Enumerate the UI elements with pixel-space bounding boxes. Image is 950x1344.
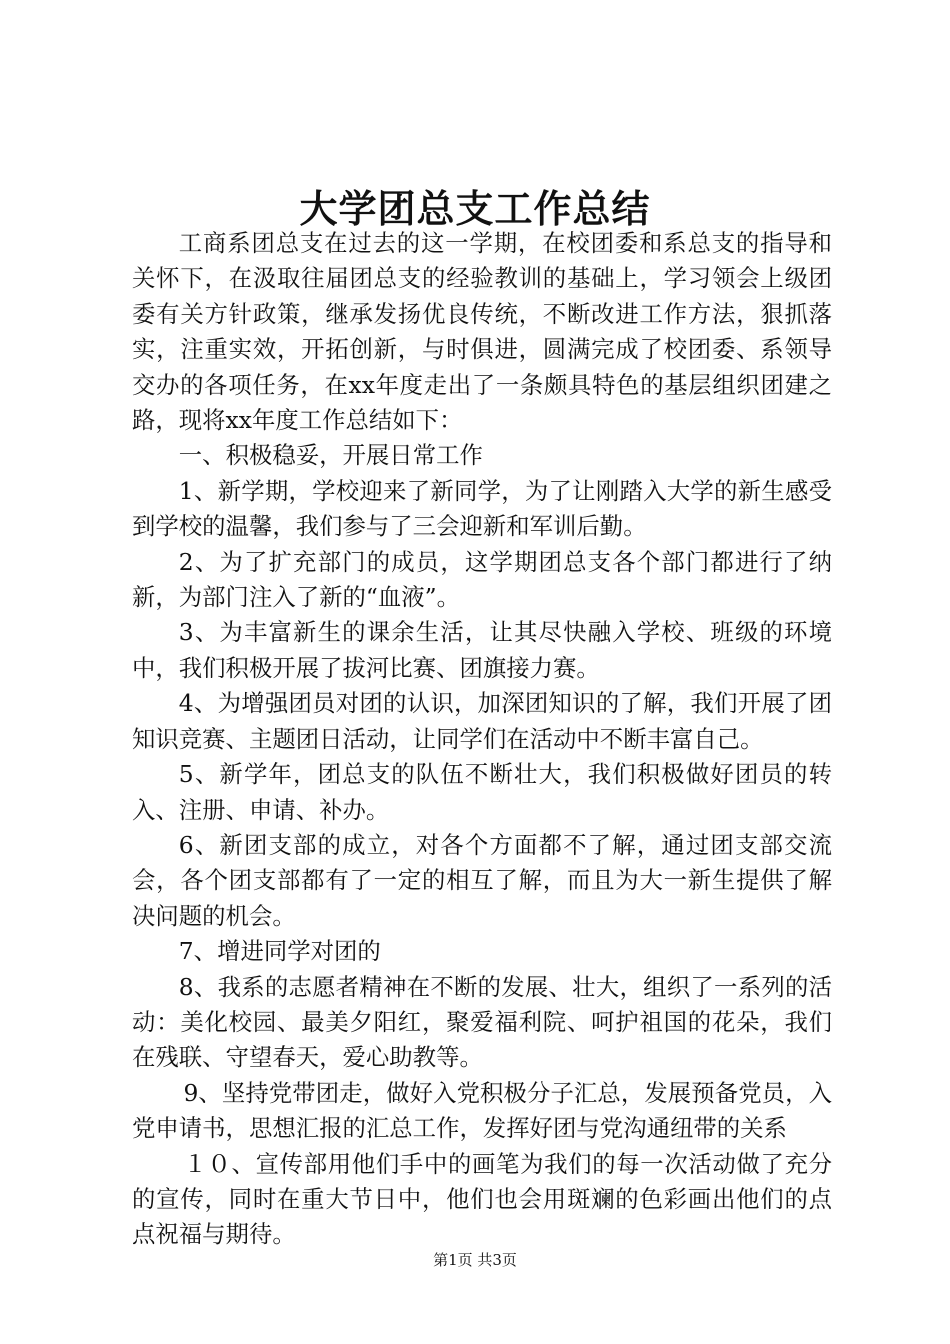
list-item: １０、宣传部用他们手中的画笔为我们的每一次活动做了充分的宣传，同时在重大节日中，他们也会用斑斓的色彩画出他们的点点祝福与期待。: [132, 1149, 832, 1249]
list-item: 5、新学年，团总支的队伍不断壮大，我们积极做好团员的转入、注册、申请、补办。: [132, 760, 832, 824]
document-body: [132, 226, 832, 1253]
list-item: 4、为增强团员对团的认识，加深团知识的了解，我们开展了团知识竞赛、主题团日活动，让同学们在活动中不断丰富自己。: [132, 689, 832, 753]
list-item: 2、为了扩充部门的成员，这学期团总支各个部门都进行了纳新，为部门注入了新的“血液”。: [132, 547, 832, 612]
list-item: 3、为丰富新生的课余生活，让其尽快融入学校、班级的环境中，我们积极开展了拔河比赛、团旗接力赛。: [132, 618, 832, 682]
list-item: 6、新团支部的成立，对各个方面都不了解，通过团支部交流会，各个团支部都有了一定的相互了解，而且为大一新生提供了解决问题的机会。: [132, 830, 832, 930]
section-heading: 一、积极稳妥，开展日常工作: [178, 441, 483, 470]
list-item: 7、增进同学对团的: [178, 937, 381, 966]
intro-paragraph: 工商系团总支在过去的这一学期，在校团委和系总支的指导和关怀下，在汲取往届团总支的经验教训的基础上，学习领会上级团委有关方针政策，继承发扬优良传统，不断改进工作方法，狠抓落实，注重实效，开拓创新，与时俱进，圆满完成了校团委、系领导交办的各项任务，在xx年度走出了一条颇具特色的基层组织团建之路，现将xx年度工作总结如下：: [132, 229, 832, 435]
page-footer: 第1页 共3页: [433, 1251, 517, 1269]
document-title: 大学团总支工作总结: [299, 187, 651, 231]
list-item: 8、我系的志愿者精神在不断的发展、壮大，组织了一系列的活动：美化校园、最美夕阳红，聚爱福利院、呵护祖国的花朵，我们在残联、守望春天，爱心助教等。: [132, 972, 832, 1072]
list-item: 1、新学期，学校迎来了新同学，为了让刚踏入大学的新生感受到学校的温馨，我们参与了三会迎新和军训后勤。: [132, 476, 832, 541]
list-item: 9、坚持党带团走，做好入党积极分子汇总，发展预备党员，入党申请书，思想汇报的汇总工作，发挥好团与党沟通纽带的关系: [132, 1078, 832, 1143]
